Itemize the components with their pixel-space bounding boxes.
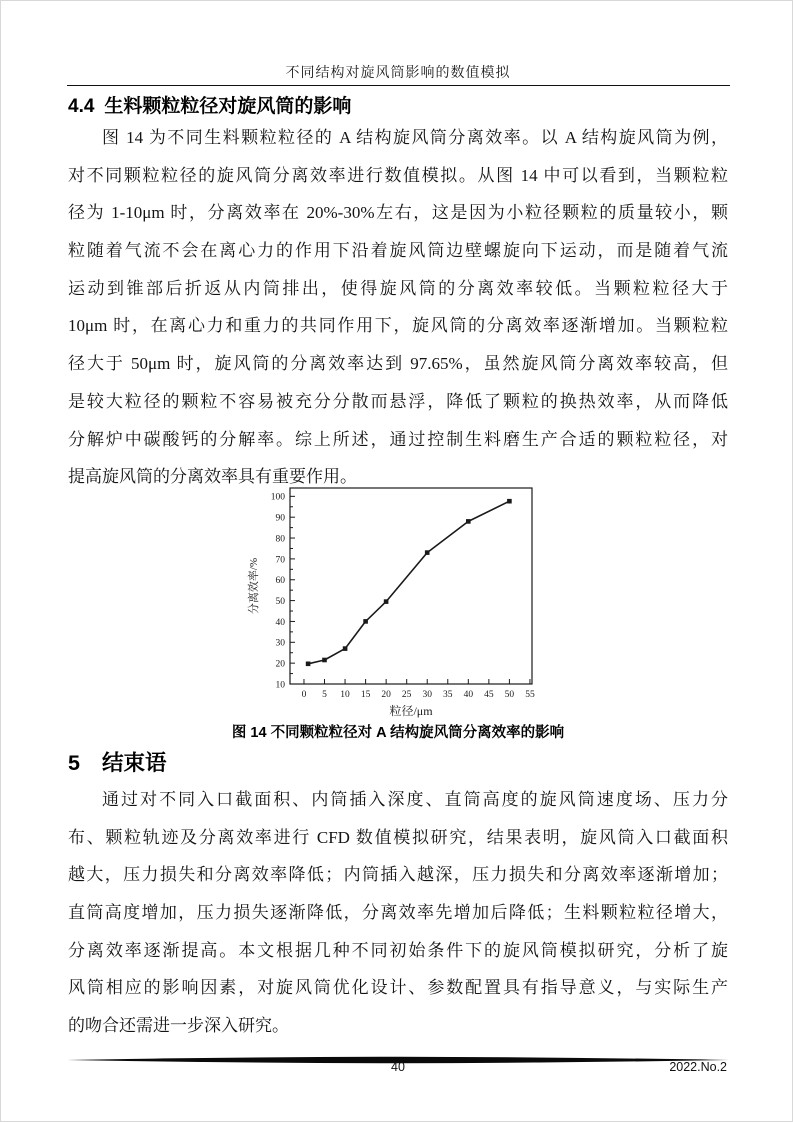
paragraph-line: 10μm 时，在离心力和重力的共同作用下，旋风筒的分离效率逐渐增加。当颗粒粒: [68, 316, 728, 336]
svg-text:分离效率/%: 分离效率/%: [248, 557, 260, 615]
paragraph-line: 对不同颗粒粒径的旋风筒分离效率进行数值模拟。从图 14 中可以看到，当颗粒粒: [68, 165, 728, 185]
section-title: 结束语: [101, 751, 167, 775]
svg-text:25: 25: [401, 690, 412, 700]
paragraph-line: 运动到锥部后折返从内筒排出，使得旋风筒的分离效率较低。当颗粒粒径大于: [68, 278, 728, 298]
section-title: 生料颗粒粒径对旋风筒的影响: [104, 96, 352, 117]
svg-text:50: 50: [275, 596, 285, 607]
paragraph-line: 的吻合还需进一步深入研究。: [68, 1016, 289, 1036]
svg-text:45: 45: [484, 690, 494, 700]
svg-text:10: 10: [340, 690, 350, 700]
svg-text:20: 20: [381, 690, 391, 700]
svg-text:80: 80: [275, 534, 285, 545]
paragraph-line: 直筒高度增加，压力损失逐渐降低，分离效率先增加后降低；生料颗粒粒径增大，: [68, 903, 728, 923]
svg-text:0: 0: [301, 690, 307, 700]
svg-text:50: 50: [504, 690, 515, 700]
figure-14-chart: [244, 482, 566, 722]
paragraph-line: 分离效率逐渐提高。本文根据几种不同初始条件下的旋风筒模拟研究，分析了旋: [68, 940, 728, 960]
paragraph-line: 径为 1-10μm 时，分离效率在 20%-30%左右，这是因为小粒径颗粒的质量较小，颗: [68, 203, 728, 223]
paragraph-line: 提高旋风筒的分离效率具有重要作用。: [68, 467, 357, 487]
footer: [67, 1060, 729, 1080]
figure-14-caption: 图 14 不同颗粒粒径对 A 结构旋风筒分离效率的影响: [231, 725, 565, 741]
section-heading-5: [68, 746, 166, 777]
line-chart-svg: [244, 482, 566, 722]
svg-text:10: 10: [275, 680, 285, 691]
paragraph-line: 越大，压力损失和分离效率降低；内筒插入越深，压力损失和分离效率逐渐增加；: [68, 865, 728, 885]
svg-text:30: 30: [275, 638, 285, 649]
svg-text:5: 5: [322, 690, 327, 700]
svg-text:55: 55: [525, 690, 535, 700]
paragraph-line: 风筒相应的影响因素，对旋风筒优化设计、参数配置具有指导意义，与实际生产: [68, 978, 728, 998]
svg-text:15: 15: [360, 690, 371, 700]
svg-text:60: 60: [275, 576, 285, 587]
header-rule: [67, 85, 730, 86]
section-number: 5: [68, 751, 80, 775]
svg-text:35: 35: [443, 690, 453, 700]
paragraph-line: 布、颗粒轨迹及分离效率进行 CFD 数值模拟研究，结果表明，旋风筒入口截面积: [68, 827, 728, 847]
section-number: 4.4: [68, 96, 95, 117]
footer-rule-bar: [67, 1051, 729, 1059]
svg-text:100: 100: [270, 492, 285, 503]
svg-text:粒径/μm: 粒径/μm: [389, 704, 433, 718]
svg-text:40: 40: [275, 617, 285, 628]
svg-text:20: 20: [275, 659, 285, 670]
section-heading-4-4: [68, 91, 351, 118]
paragraph-line: 径大于 50μm 时，旋风筒的分离效率达到 97.65%，虽然旋风筒分离效率较高，但: [68, 354, 728, 374]
svg-text:40: 40: [463, 690, 474, 700]
svg-text:70: 70: [275, 555, 285, 566]
paragraph-line: 分解炉中碳酸钙的分解率。综上所述，通过控制生料磨生产合适的颗粒粒径，对: [68, 429, 728, 449]
section4-paragraph: [68, 119, 728, 496]
issue-label: 2022.No.2: [669, 1060, 727, 1074]
paragraph-line: 图 14 为不同生料颗粒粒径的 A 结构旋风筒分离效率。以 A 结构旋风筒为例，: [102, 128, 728, 147]
paragraph-line: 是较大粒径的颗粒不容易被充分分散而悬浮，降低了颗粒的换热效率，从而降低: [68, 391, 728, 411]
section5-paragraph: [68, 781, 728, 1045]
paragraph-line: 粒随着气流不会在离心力的作用下沿着旋风筒边壁螺旋向下运动，而是随着气流: [68, 241, 728, 261]
page-number: 40: [391, 1060, 405, 1074]
svg-text:30: 30: [422, 690, 432, 700]
paragraph-line: 通过对不同入口截面积、内筒插入深度、直筒高度的旋风筒速度场、压力分: [102, 790, 728, 809]
running-header-title: 不同结构对旋风筒影响的数值模拟: [285, 66, 511, 81]
svg-text:90: 90: [275, 513, 285, 524]
